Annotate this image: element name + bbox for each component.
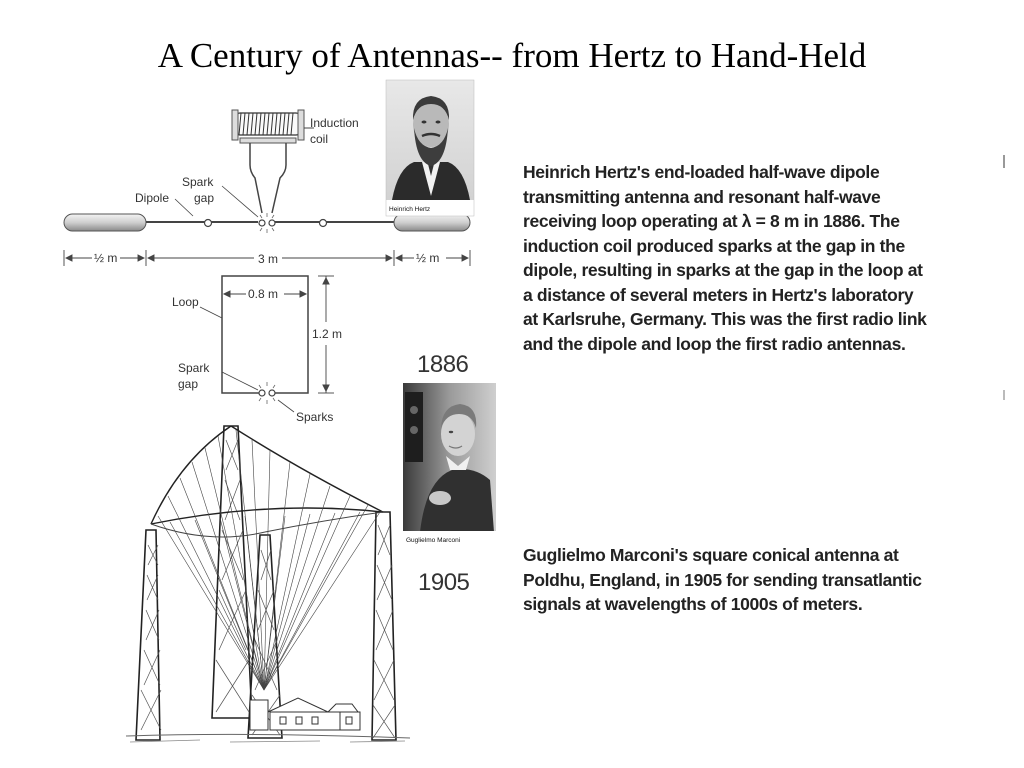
loop-spark-gap-label: Spark bbox=[178, 361, 210, 375]
station-building bbox=[250, 698, 360, 730]
hertz-description-line: and the dipole and loop the first radio antennas. bbox=[523, 333, 906, 354]
spark-gap-label: Spark bbox=[182, 175, 214, 189]
hertz-description-line: dipole, resulting in sparks at the gap in the loop at bbox=[523, 260, 923, 280]
hertz-description-line: receiving loop operating at λ = 8 m in 1886. The bbox=[523, 211, 900, 231]
hertz-year: 1886 bbox=[417, 351, 469, 378]
loop-spark-gap-label-2: gap bbox=[178, 377, 199, 391]
marconi-antenna-drawing bbox=[126, 426, 410, 742]
loop-height-label: 1.2 m bbox=[312, 327, 343, 341]
hertz-description-line: induction coil produced sparks at the gap in the bbox=[523, 235, 905, 256]
marconi-year: 1905 bbox=[418, 569, 470, 596]
dim-center-label: 3 m bbox=[258, 252, 279, 266]
hertz-description bbox=[523, 160, 927, 356]
marconi-description bbox=[523, 543, 922, 617]
induction-coil-label: Induction bbox=[310, 116, 359, 130]
induction-coil bbox=[232, 110, 314, 213]
slide-title: A Century of Antennas-- from Hertz to Hand-Held bbox=[157, 36, 867, 75]
hertz-description-line: Heinrich Hertz's end-loaded half-wave dipole bbox=[523, 162, 880, 182]
marconi-description-line: signals at wavelengths of 1000s of meters. bbox=[523, 594, 863, 614]
loop-label: Loop bbox=[172, 295, 199, 309]
sparks-label: Sparks bbox=[296, 410, 334, 424]
dim-left-label: ½ m bbox=[94, 251, 118, 265]
loop-width-label: 0.8 m bbox=[248, 287, 279, 301]
dim-right-label: ½ m bbox=[416, 251, 440, 265]
induction-coil-label-2: coil bbox=[310, 132, 329, 146]
hertz-description-line: a distance of several meters in Hertz's laboratory bbox=[523, 284, 914, 305]
marconi-portrait-caption: Guglielmo Marconi bbox=[406, 537, 461, 544]
hertz-portrait-caption: Heinrich Hertz bbox=[389, 206, 431, 213]
marconi-portrait bbox=[403, 383, 496, 547]
marconi-description-line: Poldhu, England, in 1905 for sending transatlantic bbox=[523, 569, 922, 590]
dipole-label: Dipole bbox=[135, 191, 170, 205]
hertz-description-line: transmitting antenna and resonant half-wave bbox=[523, 186, 881, 207]
hertz-portrait bbox=[386, 80, 474, 216]
spark-gap-label-2: gap bbox=[194, 191, 215, 205]
hertz-description-line: at Karlsruhe, Germany. This was the first radio link bbox=[523, 309, 927, 329]
marconi-description-line: Guglielmo Marconi's square conical antenna at bbox=[523, 545, 899, 565]
